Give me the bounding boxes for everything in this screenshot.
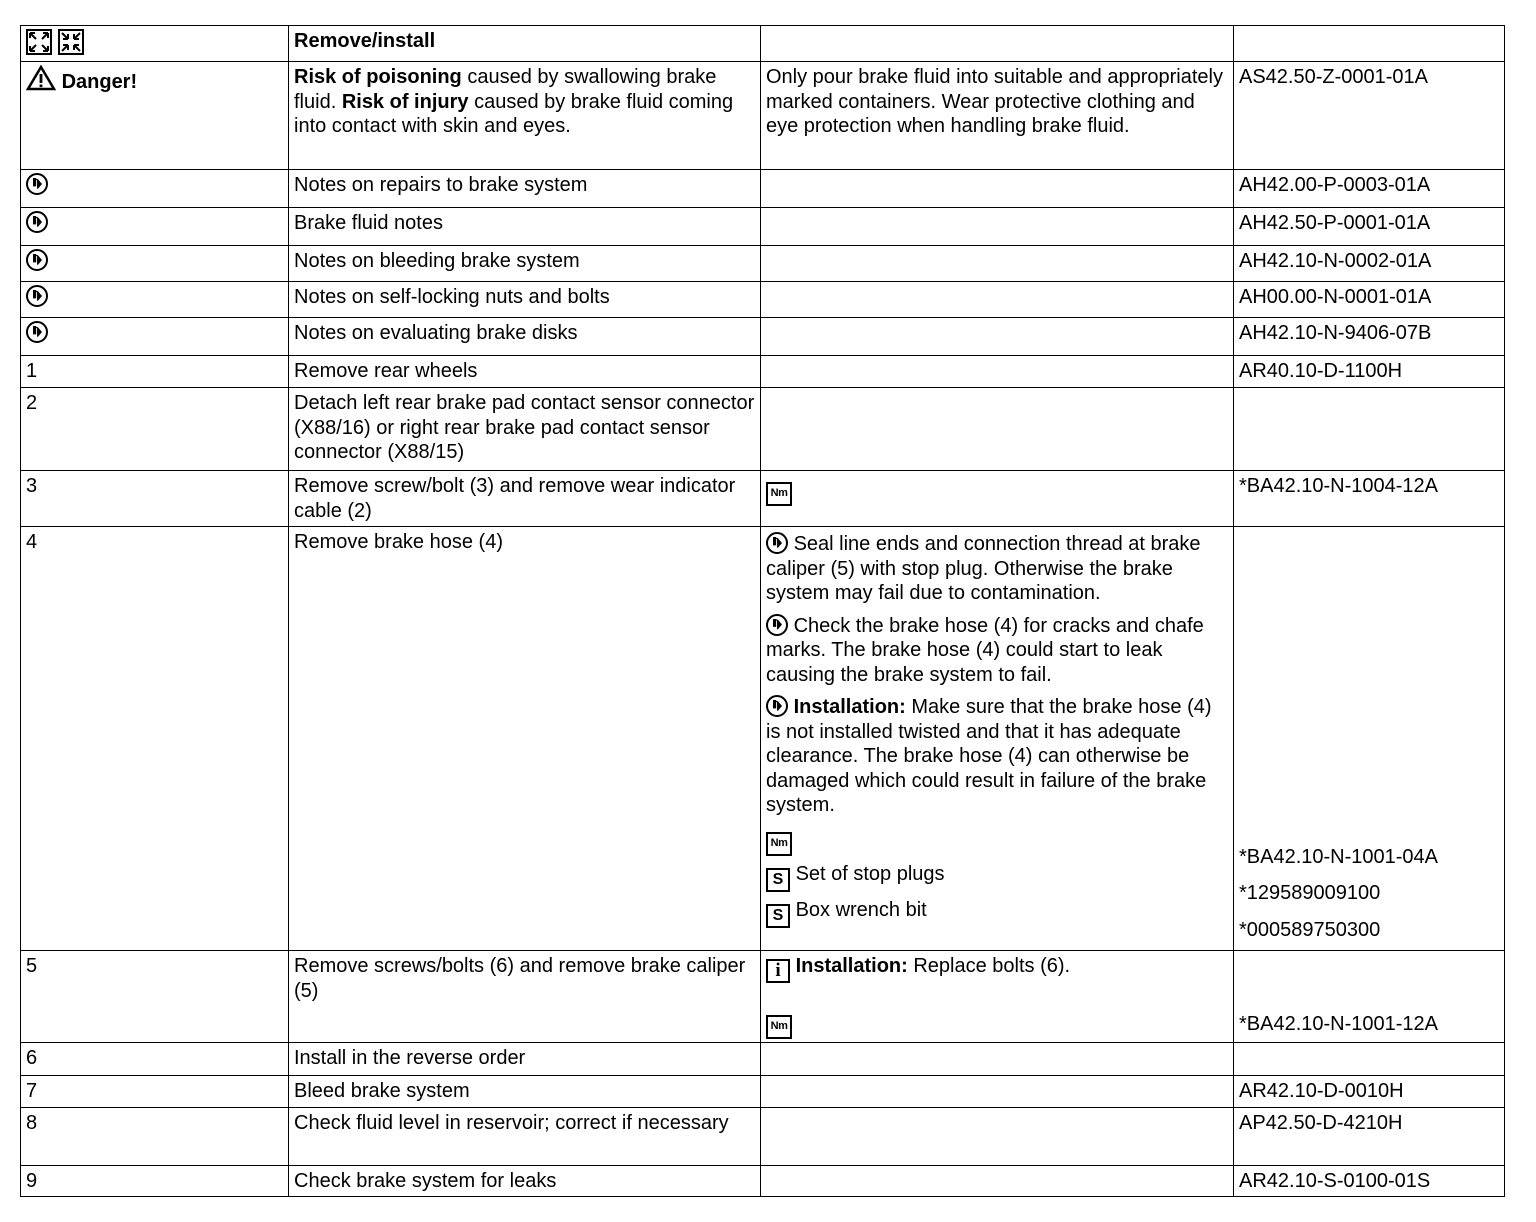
risk-injury-text: caused by brake fluid coming into contact with skin and eyes. xyxy=(294,90,734,137)
step-number: 4 xyxy=(21,527,289,951)
note-ref[interactable]: AH00.00-N-0001-01A xyxy=(1234,282,1505,318)
note-block xyxy=(766,614,1228,688)
installation-label: Installation: xyxy=(795,955,908,977)
installation-label: Installation: xyxy=(793,696,906,718)
step-number: 9 xyxy=(21,1165,289,1197)
torque-line xyxy=(766,1007,1228,1039)
step-ref[interactable]: AR40.10-D-1100H xyxy=(1234,356,1505,388)
header-empty-ref xyxy=(1234,26,1505,62)
note-icon xyxy=(26,173,48,195)
note-text: Notes on repairs to brake system xyxy=(289,170,761,208)
note-text: Seal line ends and connection thread at brake caliper (5) with stop plug. Otherwise the brake system may fail due to contamination. xyxy=(766,533,1201,604)
step-5-measures xyxy=(761,951,1234,1043)
step-text: Remove rear wheels xyxy=(289,356,761,388)
procedure-table xyxy=(20,25,1505,1197)
special-tool-icon[interactable]: S xyxy=(766,868,790,892)
torque-line xyxy=(766,824,1228,856)
step-number: 6 xyxy=(21,1043,289,1076)
note-icon xyxy=(26,211,48,233)
danger-label: Danger! xyxy=(61,71,138,93)
step-number: 8 xyxy=(21,1107,289,1165)
step-ref[interactable]: *BA42.10-N-1004-12A xyxy=(1234,471,1505,527)
step-row xyxy=(21,356,1505,388)
danger-risk-cell xyxy=(289,62,761,170)
note-ref[interactable]: AH42.10-N-9406-07B xyxy=(1234,318,1505,356)
step-text: Check fluid level in reservoir; correct if necessary xyxy=(289,1107,761,1165)
note-icon xyxy=(26,249,48,271)
risk-injury: Risk of injury xyxy=(341,90,469,113)
step-text: Bleed brake system xyxy=(289,1076,761,1108)
step-row xyxy=(21,1165,1505,1197)
note-block xyxy=(766,695,1228,818)
torque-icon[interactable]: Nm xyxy=(766,482,792,506)
note-icon xyxy=(766,695,788,717)
note-row xyxy=(21,208,1505,246)
danger-label-cell xyxy=(21,62,289,170)
tool-line xyxy=(766,862,1228,892)
step-row xyxy=(21,471,1505,527)
note-text: Notes on bleeding brake system xyxy=(289,246,761,282)
note-ref[interactable]: AH42.50-P-0001-01A xyxy=(1234,208,1505,246)
expand-icon[interactable] xyxy=(26,29,52,55)
warning-triangle-icon xyxy=(26,65,56,91)
danger-row xyxy=(21,62,1505,170)
step-4-measures xyxy=(761,527,1234,951)
note-text: Make sure that the brake hose (4) is not installed twisted and that it has adequate clearance. The brake hose (4) can otherwise be damaged which could result in failure of the brake system. xyxy=(766,696,1212,816)
collapse-icon[interactable] xyxy=(58,29,84,55)
step-row xyxy=(21,1043,1505,1076)
step-row xyxy=(21,1107,1505,1165)
header-title: Remove/install xyxy=(289,26,761,62)
note-text: Notes on evaluating brake disks xyxy=(289,318,761,356)
note-icon xyxy=(766,532,788,554)
risk-poisoning-text: caused by swallowing brake fluid. xyxy=(294,66,717,113)
tool-ref[interactable]: *129589009100 xyxy=(1239,882,1381,904)
step-ref[interactable]: AR42.10-S-0100-01S xyxy=(1234,1165,1505,1197)
danger-measure: Only pour brake fluid into suitable and appropriately marked containers. Wear protective clothing and eye protection when handling brake fluid. xyxy=(761,62,1234,170)
note-row xyxy=(21,318,1505,356)
torque-icon[interactable]: Nm xyxy=(766,1015,792,1039)
note-text: Notes on self-locking nuts and bolts xyxy=(289,282,761,318)
step-number: 7 xyxy=(21,1076,289,1108)
note-row xyxy=(21,282,1505,318)
step-text: Remove screws/bolts (6) and remove brake caliper (5) xyxy=(289,951,761,1043)
step-5-refs xyxy=(1234,951,1505,1043)
torque-icon[interactable]: Nm xyxy=(766,832,792,856)
step-text: Install in the reverse order xyxy=(289,1043,761,1076)
step-row xyxy=(21,1076,1505,1108)
special-tool-icon[interactable]: S xyxy=(766,904,790,928)
risk-poisoning: Risk of poisoning xyxy=(294,66,462,88)
torque-ref[interactable]: *BA42.10-N-1001-12A xyxy=(1239,1012,1439,1035)
step-number: 3 xyxy=(21,471,289,527)
tool-ref[interactable]: *000589750300 xyxy=(1239,918,1381,941)
header-row xyxy=(21,26,1505,62)
info-text: Replace bolts (6). xyxy=(907,955,1071,977)
step-text: Remove brake hose (4) xyxy=(289,527,761,951)
step-text: Remove screw/bolt (3) and remove wear indicator cable (2) xyxy=(289,471,761,527)
note-ref[interactable]: AH42.00-P-0003-01A xyxy=(1234,170,1505,208)
tool-name: Set of stop plugs xyxy=(795,862,945,885)
step-text: Check brake system for leaks xyxy=(289,1165,761,1197)
note-block xyxy=(766,532,1228,606)
note-row xyxy=(21,246,1505,282)
info-icon[interactable]: i xyxy=(766,959,790,983)
note-icon xyxy=(26,321,48,343)
step-ref[interactable]: AP42.50-D-4210H xyxy=(1234,1107,1505,1165)
note-text: Check the brake hose (4) for cracks and chafe marks. The brake hose (4) could start to leak causing the brake system to fail. xyxy=(766,614,1204,686)
tool-line xyxy=(766,898,1228,928)
step-number: 5 xyxy=(21,951,289,1043)
step-row xyxy=(21,388,1505,471)
note-ref[interactable]: AH42.10-N-0002-01A xyxy=(1234,246,1505,282)
note-row xyxy=(21,170,1505,208)
step-number: 2 xyxy=(21,388,289,471)
step-text: Detach left rear brake pad contact sensor connector (X88/16) or right rear brake pad contact sensor connector (X88/15) xyxy=(289,388,761,471)
step-row xyxy=(21,951,1505,1043)
step-number: 1 xyxy=(21,356,289,388)
info-block xyxy=(766,954,1228,983)
header-icons-cell xyxy=(21,26,289,62)
header-empty-measure xyxy=(761,26,1234,62)
step-ref[interactable]: AR42.10-D-0010H xyxy=(1234,1076,1505,1108)
torque-ref[interactable]: *BA42.10-N-1001-04A xyxy=(1239,845,1439,868)
note-icon xyxy=(766,614,788,636)
danger-ref[interactable]: AS42.50-Z-0001-01A xyxy=(1234,62,1505,170)
step-4-refs xyxy=(1234,527,1505,951)
note-icon xyxy=(26,285,48,307)
note-text: Brake fluid notes xyxy=(289,208,761,246)
step-row xyxy=(21,527,1505,951)
tool-name: Box wrench bit xyxy=(795,898,927,921)
